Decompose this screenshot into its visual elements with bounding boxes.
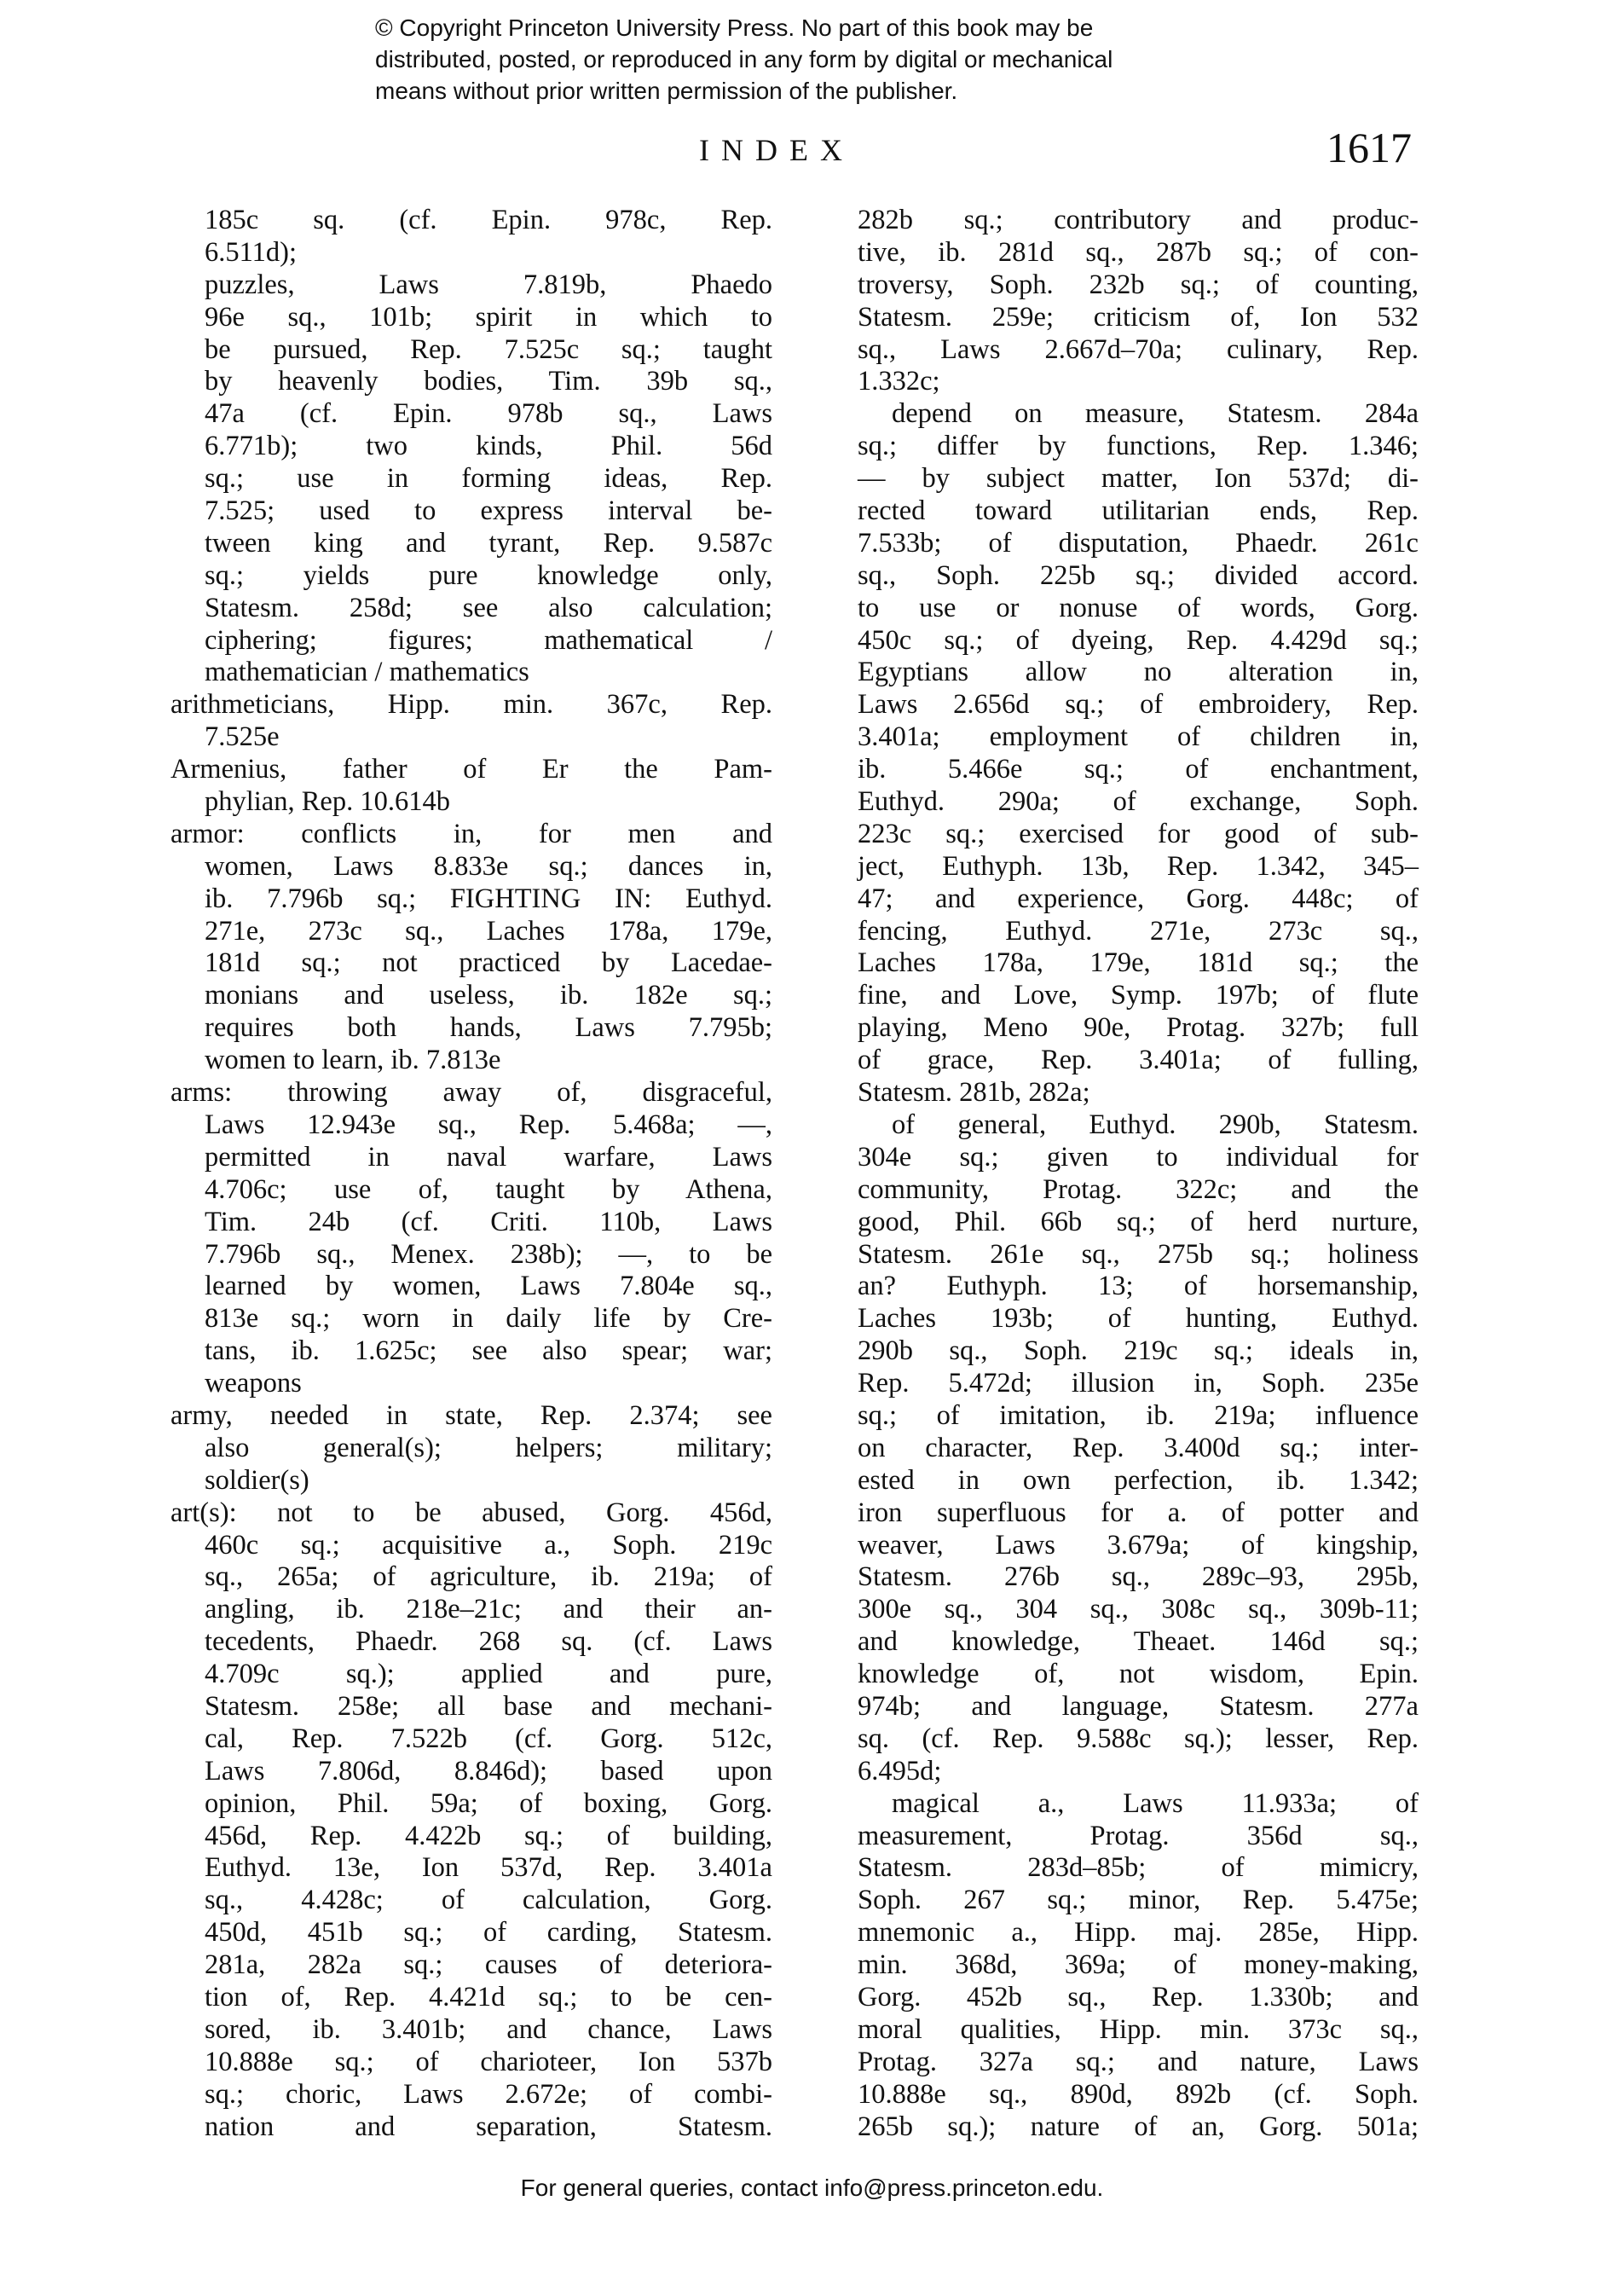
index-line: 450d, 451b sq.; of carding, Statesm.	[205, 1917, 772, 1949]
index-line: sq.; of imitation, ib. 219a; influence	[858, 1399, 1419, 1431]
index-line: 47; and experience, Gorg. 448c; of	[858, 883, 1419, 914]
index-line: and knowledge, Theaet. 146d sq.;	[858, 1626, 1419, 1658]
index-line: 300e sq., 304 sq., 308c sq., 309b-11;	[858, 1594, 1419, 1625]
copyright-line: © Copyright Princeton University Press. No part of this book may be	[375, 14, 1094, 41]
index-line: magical a., Laws 11.933a; of	[892, 1787, 1419, 1819]
index-line: measurement, Protag. 356d sq.,	[858, 1820, 1419, 1851]
index-line: good, Phil. 66b sq.; of herd nurture,	[858, 1206, 1419, 1237]
index-line: Gorg. 452b sq., Rep. 1.330b; and	[858, 1981, 1419, 2012]
index-line: community, Protag. 322c; and the	[858, 1173, 1419, 1205]
index-line: ject, Euthyph. 13b, Rep. 1.342, 345–	[858, 850, 1419, 882]
index-line: tion of, Rep. 4.421d sq.; to be cen-	[205, 1981, 772, 2012]
index-line: nation and separation, Statesm.	[205, 2111, 772, 2142]
index-line: arithmeticians, Hipp. min. 367c, Rep.	[170, 689, 772, 721]
index-line: Rep. 5.472d; illusion in, Soph. 235e	[858, 1368, 1419, 1399]
index-line: Laches 178a, 179e, 181d sq.; the	[858, 947, 1419, 979]
index-line: weapons	[205, 1368, 302, 1399]
index-line: Laws 12.943e sq., Rep. 5.468a; —,	[205, 1109, 772, 1140]
index-line: permitted in naval warfare, Laws	[205, 1141, 772, 1173]
index-line: 96e sq., 101b; spirit in which to	[205, 301, 772, 333]
index-line: sq., 4.428c; of calculation, Gorg.	[205, 1885, 772, 1916]
index-line: 282b sq.; contributory and produc-	[858, 205, 1419, 235]
index-line: of grace, Rep. 3.401a; of fulling,	[858, 1045, 1419, 1076]
index-line: opinion, Phil. 59a; of boxing, Gorg.	[205, 1787, 772, 1819]
index-line: puzzles, Laws 7.819b, Phaedo	[205, 269, 772, 300]
index-line: cal, Rep. 7.522b (cf. Gorg. 512c,	[205, 1723, 772, 1754]
index-line: min. 368d, 369a; of money-making,	[858, 1949, 1419, 1981]
index-line: Statesm. 258e; all base and mechani-	[205, 1690, 772, 1722]
index-line: sq.; yields pure knowledge only,	[205, 559, 772, 591]
index-line: art(s): not to be abused, Gorg. 456d,	[170, 1497, 772, 1528]
index-line: 290b sq., Soph. 219c sq.; ideals in,	[858, 1335, 1419, 1367]
index-line: Statesm. 283d–85b; of mimicry,	[858, 1852, 1419, 1884]
index-line: 813e sq.; worn in daily life by Cre-	[205, 1303, 772, 1335]
index-line: 265b sq.); nature of an, Gorg. 501a;	[858, 2111, 1419, 2142]
index-line: requires both hands, Laws 7.795b;	[205, 1012, 772, 1044]
footer-contact: For general queries, contact info@press.princeton.edu.	[520, 2175, 1104, 2201]
index-line: soldier(s)	[205, 1464, 309, 1496]
index-line: tive, ib. 281d sq., 287b sq.; of con-	[858, 236, 1419, 268]
index-line: learned by women, Laws 7.804e sq.,	[205, 1271, 772, 1302]
index-line: to use or nonuse of words, Gorg.	[858, 592, 1419, 623]
index-line: ib. 5.466e sq.; of enchantment,	[858, 754, 1419, 785]
index-line: monians and useless, ib. 182e sq.;	[205, 980, 772, 1011]
index-line: 7.525e	[205, 721, 280, 753]
index-line: Statesm. 258d; see also calculation;	[205, 592, 772, 623]
index-line: Egyptians allow no alteration in,	[858, 657, 1419, 688]
index-line: sq.; differ by functions, Rep. 1.346;	[858, 431, 1419, 462]
index-line: on character, Rep. 3.400d sq.; inter-	[858, 1432, 1419, 1463]
index-line: Protag. 327a sq.; and nature, Laws	[858, 2046, 1419, 2077]
index-line: sq., Soph. 225b sq.; divided accord.	[858, 559, 1419, 591]
index-line: sq., Laws 2.667d–70a; culinary, Rep.	[858, 333, 1419, 365]
running-head-title: INDEX	[699, 133, 854, 167]
index-line: sq. (cf. Rep. 9.588c sq.); lesser, Rep.	[858, 1723, 1419, 1754]
index-line: rected toward utilitarian ends, Rep.	[858, 495, 1419, 527]
index-line: Euthyd. 290a; of exchange, Soph.	[858, 786, 1419, 818]
copyright-line: distributed, posted, or reproduced in any form by digital or mechanical	[375, 46, 1113, 72]
index-line: 4.706c; use of, taught by Athena,	[205, 1173, 772, 1205]
index-line: 271e, 273c sq., Laches 178a, 179e,	[205, 915, 772, 947]
index-line: Armenius, father of Er the Pam-	[170, 754, 772, 785]
index-line: angling, ib. 218e–21c; and their an-	[205, 1594, 772, 1625]
index-line: 185c sq. (cf. Epin. 978c, Rep.	[205, 205, 772, 235]
index-line: Laws 7.806d, 8.846d); based upon	[205, 1755, 772, 1787]
index-line: fencing, Euthyd. 271e, 273c sq.,	[858, 915, 1419, 947]
index-line: tecedents, Phaedr. 268 sq. (cf. Laws	[205, 1626, 772, 1658]
copyright-line: means without prior written permission of the publisher.	[375, 78, 958, 104]
index-line: 3.401a; employment of children in,	[858, 721, 1419, 753]
index-line: 6.511d);	[205, 236, 298, 268]
index-line: 1.332c;	[858, 366, 940, 397]
index-line: 7.525; used to express interval be-	[205, 495, 772, 527]
index-line: Statesm. 261e sq., 275b sq.; holiness	[858, 1238, 1419, 1270]
index-line: 304e sq.; given to individual for	[858, 1141, 1419, 1173]
index-line: phylian, Rep. 10.614b	[205, 786, 450, 818]
index-line: playing, Meno 90e, Protag. 327b; full	[858, 1012, 1419, 1044]
index-line: troversy, Soph. 232b sq.; of counting,	[858, 269, 1419, 300]
index-line: sored, ib. 3.401b; and chance, Laws	[205, 2013, 772, 2045]
index-line: arms: throwing away of, disgraceful,	[170, 1077, 772, 1109]
index-line: Laches 193b; of hunting, Euthyd.	[858, 1303, 1419, 1335]
index-line: 281a, 282a sq.; causes of deteriora-	[205, 1949, 772, 1981]
index-line: 4.709c sq.); applied and pure,	[205, 1659, 772, 1690]
index-column-right	[858, 205, 1419, 2143]
index-line: army, needed in state, Rep. 2.374; see	[170, 1399, 772, 1431]
index-line: knowledge of, not wisdom, Epin.	[858, 1659, 1419, 1690]
index-line: 6.771b); two kinds, Phil. 56d	[205, 431, 772, 462]
index-line: by heavenly bodies, Tim. 39b sq.,	[205, 366, 772, 397]
index-line: ested in own perfection, ib. 1.342;	[858, 1464, 1419, 1496]
index-line: women to learn, ib. 7.813e	[205, 1045, 501, 1076]
index-line: weaver, Laws 3.679a; of kingship,	[858, 1529, 1419, 1561]
index-line: 7.533b; of disputation, Phaedr. 261c	[858, 527, 1419, 559]
index-column-left	[170, 205, 772, 2143]
index-line: 47a (cf. Epin. 978b sq., Laws	[205, 398, 772, 430]
index-line: — by subject matter, Ion 537d; di-	[858, 463, 1419, 495]
copyright-notice	[375, 12, 1228, 107]
index-line: iron superfluous for a. of potter and	[858, 1497, 1419, 1528]
index-line: 10.888e sq., 890d, 892b (cf. Soph.	[858, 2078, 1419, 2110]
index-line: Laws 2.656d sq.; of embroidery, Rep.	[858, 689, 1419, 721]
index-line: also general(s); helpers; military;	[205, 1432, 772, 1463]
index-line: fine, and Love, Symp. 197b; of flute	[858, 980, 1419, 1011]
index-line: Euthyd. 13e, Ion 537d, Rep. 3.401a	[205, 1852, 772, 1884]
index-line: 223c sq.; exercised for good of sub-	[858, 818, 1419, 849]
index-line: 450c sq.; of dyeing, Rep. 4.429d sq.;	[858, 624, 1419, 656]
index-line: ib. 7.796b sq.; FIGHTING IN: Euthyd.	[205, 883, 772, 914]
index-line: Soph. 267 sq.; minor, Rep. 5.475e;	[858, 1885, 1419, 1916]
index-line: women, Laws 8.833e sq.; dances in,	[205, 850, 772, 882]
page-number: 1617	[1326, 124, 1412, 171]
index-line: mathematician / mathematics	[205, 657, 529, 688]
index-line: moral qualities, Hipp. min. 373c sq.,	[858, 2013, 1419, 2045]
index-line: mnemonic a., Hipp. maj. 285e, Hipp.	[858, 1917, 1419, 1949]
index-line: 10.888e sq.; of charioteer, Ion 537b	[205, 2046, 772, 2077]
index-line: tans, ib. 1.625c; see also spear; war;	[205, 1335, 772, 1367]
index-line: Tim. 24b (cf. Criti. 110b, Laws	[205, 1206, 772, 1237]
index-line: Statesm. 259e; criticism of, Ion 532	[858, 301, 1419, 333]
index-line: sq.; choric, Laws 2.672e; of combi-	[205, 2078, 772, 2110]
index-line: ciphering; figures; mathematical /	[205, 624, 772, 656]
index-line: 181d sq.; not practiced by Lacedae-	[205, 947, 772, 979]
index-line: sq., 265a; of agriculture, ib. 219a; of	[205, 1561, 772, 1593]
index-line: Statesm. 276b sq., 289c–93, 295b,	[858, 1561, 1419, 1593]
index-line: armor: conflicts in, for men and	[170, 818, 772, 849]
index-line: Statesm. 281b, 282a;	[858, 1077, 1090, 1109]
index-line: tween king and tyrant, Rep. 9.587c	[205, 527, 772, 559]
index-line: sq.; use in forming ideas, Rep.	[205, 463, 772, 495]
index-line: depend on measure, Statesm. 284a	[892, 398, 1419, 430]
index-line: 974b; and language, Statesm. 277a	[858, 1690, 1419, 1722]
index-line: 456d, Rep. 4.422b sq.; of building,	[205, 1820, 772, 1851]
index-line: 7.796b sq., Menex. 238b); —, to be	[205, 1238, 772, 1270]
index-line: be pursued, Rep. 7.525c sq.; taught	[205, 333, 772, 365]
index-line: 6.495d;	[858, 1755, 942, 1787]
index-line: of general, Euthyd. 290b, Statesm.	[892, 1109, 1419, 1140]
index-line: an? Euthyph. 13; of horsemanship,	[858, 1271, 1419, 1302]
index-line: 460c sq.; acquisitive a., Soph. 219c	[205, 1529, 772, 1561]
